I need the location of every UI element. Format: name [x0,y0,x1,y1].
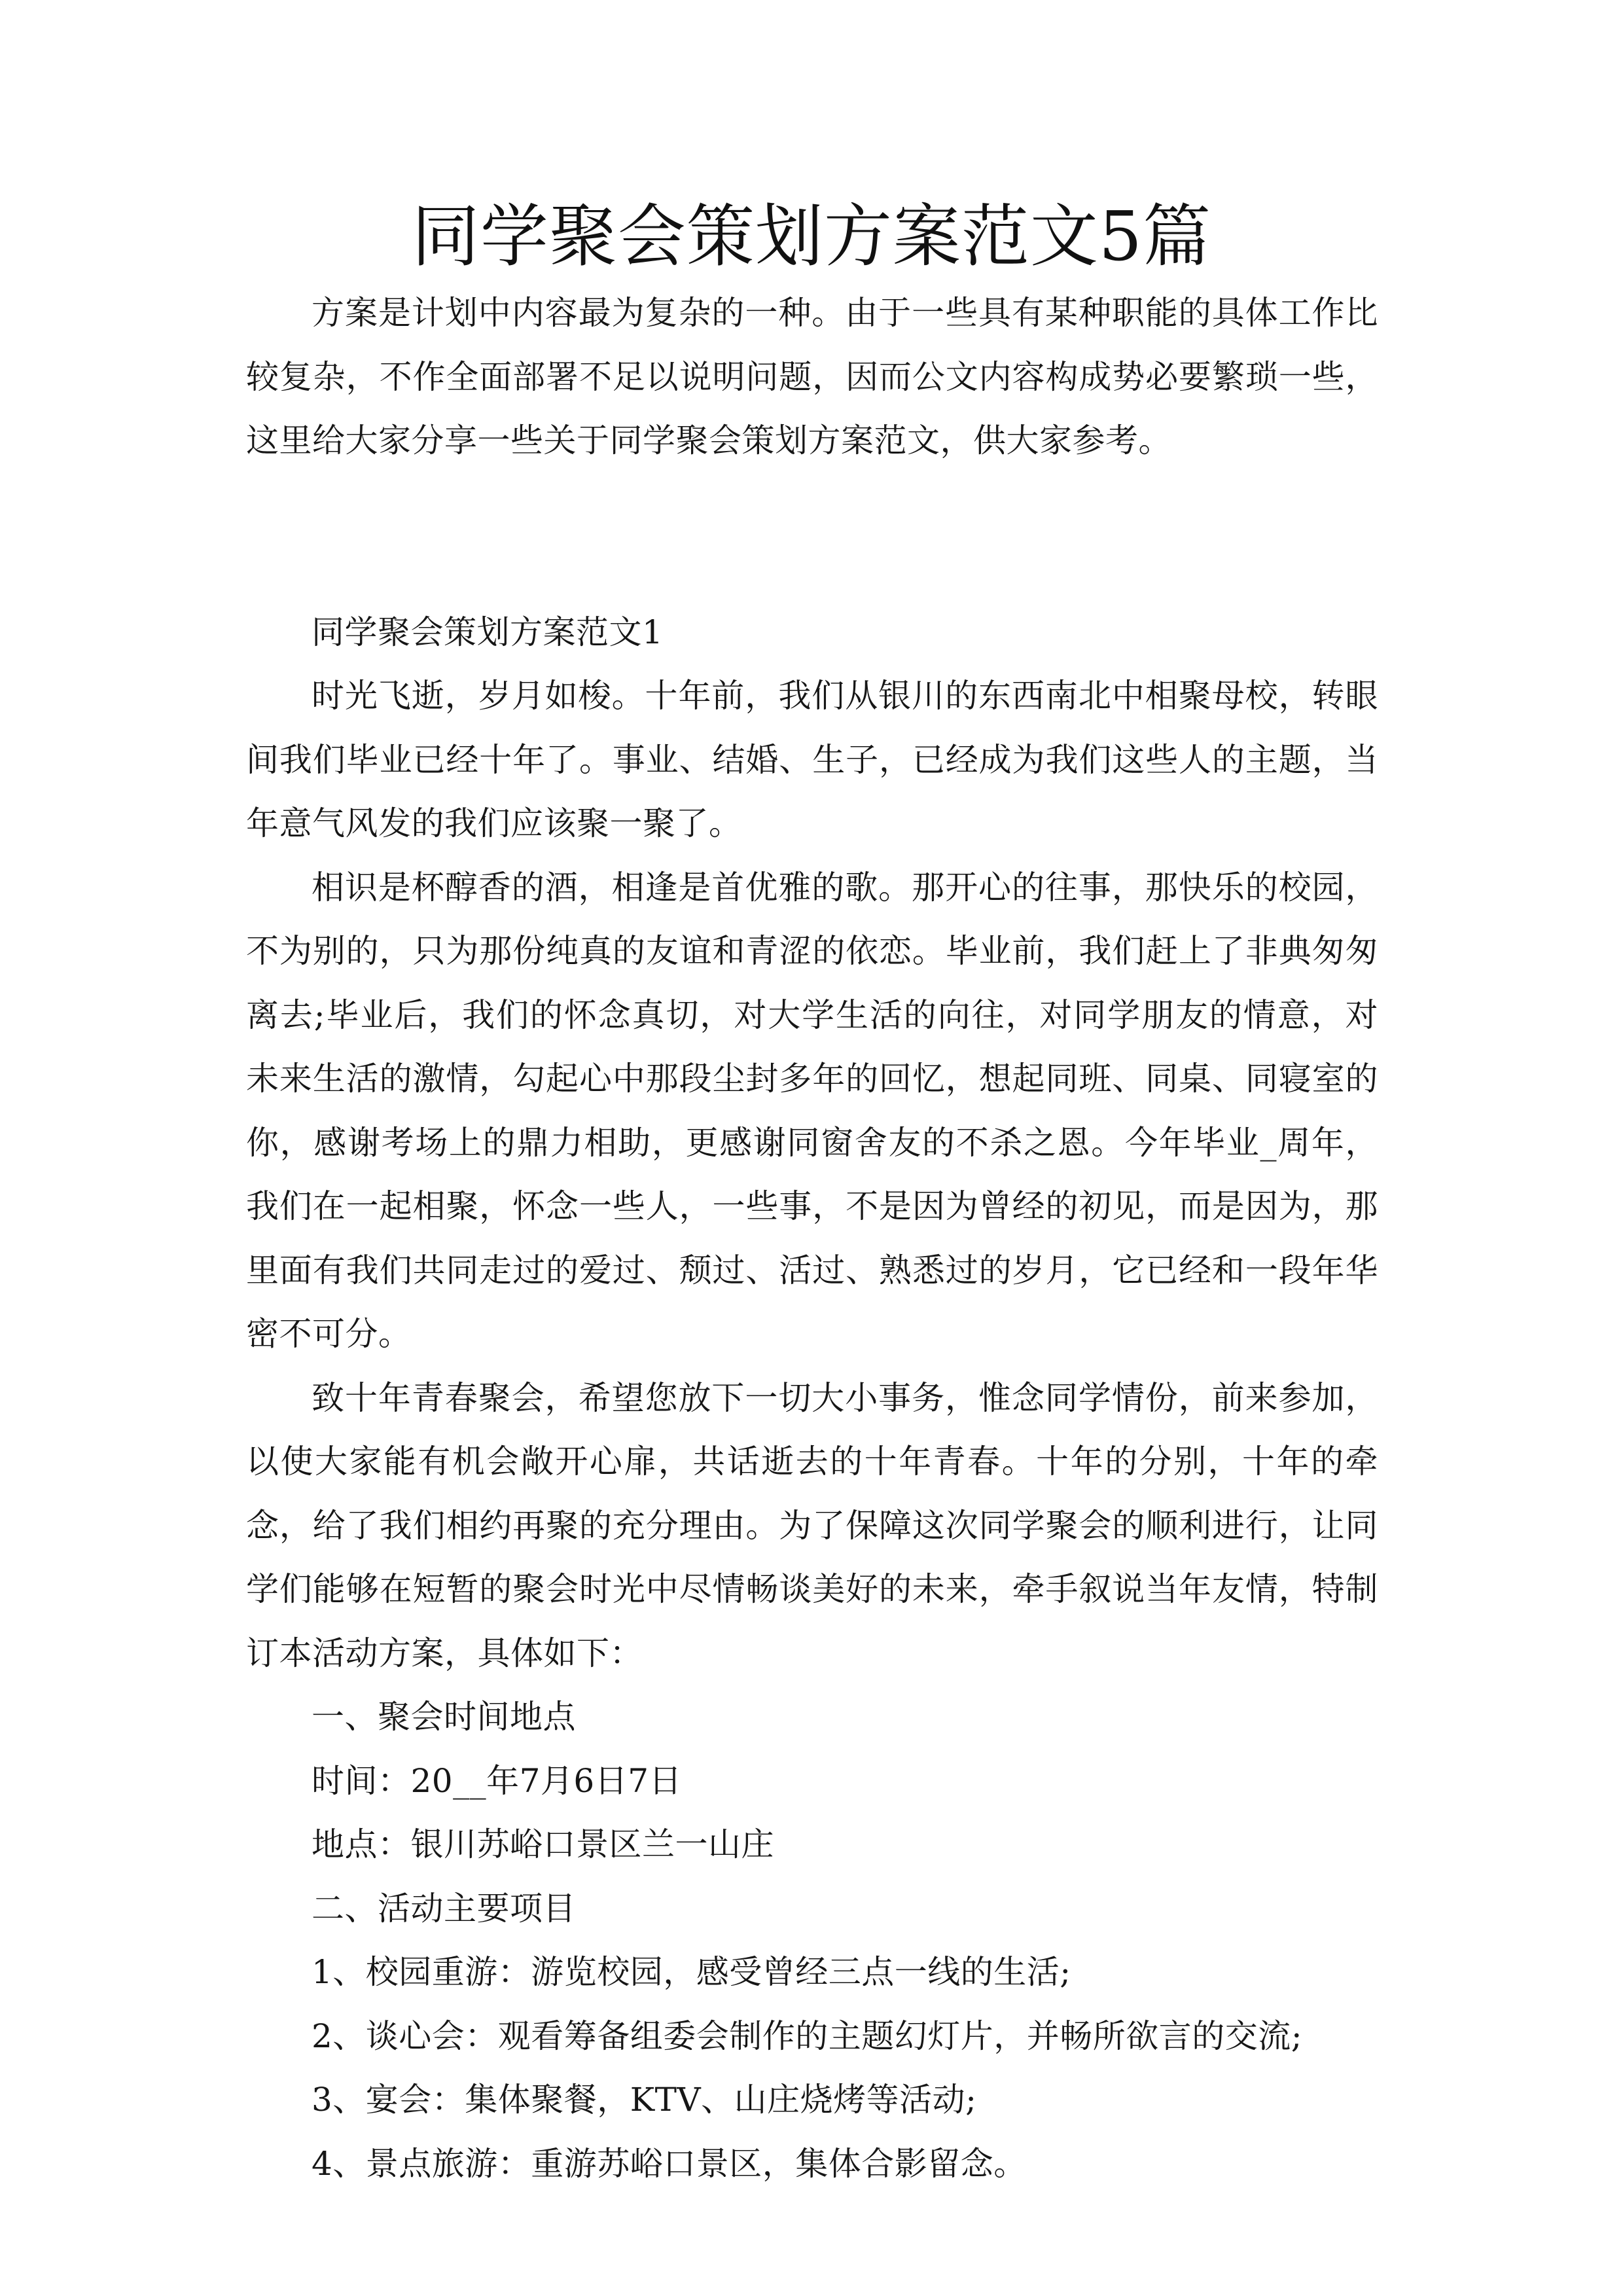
event-location: 地点：银川苏峪口景区兰一山庄 [312,1825,774,1863]
activity-item-3: 3、宴会：集体聚餐，KTV、山庄烧烤等活动; [312,2081,977,2119]
activity-item-4: 4、景点旅游：重游苏峪口景区，集体合影留念。 [312,2144,1027,2183]
blank-spacing [246,473,1378,601]
event-time: 时间：20__年7月6日7日 [312,1761,683,1800]
heading-time-location: 一、聚会时间地点 [312,1698,576,1736]
document-body [246,281,1378,2196]
document-title: 同学聚会策划方案范文5篇 [411,196,1212,276]
activity-item-2: 2、谈心会：观看筹备组委会制作的主题幻灯片，并畅所欲言的交流; [312,2017,1303,2055]
intro-paragraph: 方案是计划中内容最为复杂的一种。由于一些具有某种职能的具体工作比较复杂，不作全面部署不足以说明问题，因而公文内容构成势必要繁琐一些，这里给大家分享一些关于同学聚会策划方案范文，供大家参考。 [246,294,1378,459]
heading-main-activities: 二、活动主要项目 [312,1889,576,1928]
body-paragraph-3: 致十年青春聚会，希望您放下一切大小事务，惟念同学情份，前来参加，以使大家能有机会敞开心扉，共话逝去的十年青春。十年的分别，十年的牵念，给了我们相约再聚的充分理由。为了保障这次同学聚会的顺利进行，让同学们能够在短暂的聚会时光中尽情畅谈美好的未来，牵手叙说当年友情，特制订本活动方案，具体如下： [246,1378,1378,1672]
activity-item-1: 1、校园重游：游览校园，感受曾经三点一线的生活; [312,1953,1071,1991]
section-title: 同学聚会策划方案范文1 [312,613,664,651]
body-paragraph-2: 相识是杯醇香的酒，相逢是首优雅的歌。那开心的往事，那快乐的校园，不为别的，只为那份纯真的友谊和青涩的依恋。毕业前，我们赶上了非典匆匆离去;毕业后，我们的怀念真切，对大学生活的向往，对同学朋友的情意，对未来生活的激情，勾起心中那段尘封多年的回忆，想起同班、同桌、同寝室的你，感谢考场上的鼎力相助，更感谢同窗舍友的不杀之恩。今年毕业_周年，我们在一起相聚，怀念一些人，一些事，不是因为曾经的初见，而是因为，那里面有我们共同走过的爱过、颓过、活过、熟悉过的岁月，它已经和一段年华密不可分。 [246,868,1378,1353]
body-paragraph-1: 时光飞逝，岁月如梭。十年前，我们从银川的东西南北中相聚母校，转眼间我们毕业已经十年了。事业、结婚、生子，已经成为我们这些人的主题，当年意气风发的我们应该聚一聚了。 [246,677,1378,842]
